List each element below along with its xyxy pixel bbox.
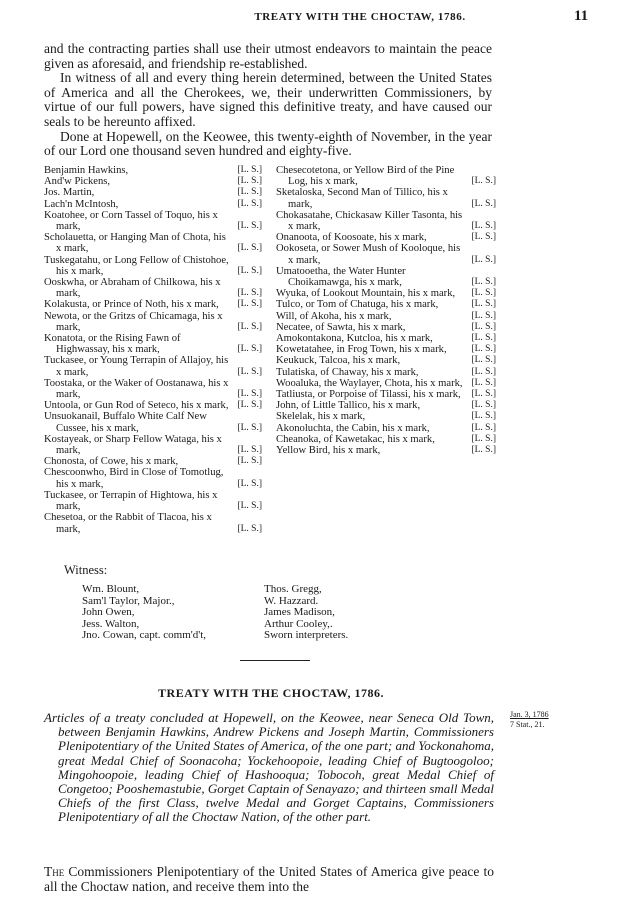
witness-label: Witness: bbox=[64, 563, 108, 577]
seal-mark: [L. S.] bbox=[471, 277, 496, 288]
signatory bbox=[44, 199, 262, 210]
signatory-name: Newota, or the Gritzs of Chicamaga, his x mark, bbox=[44, 310, 223, 333]
seal-mark: [L. S.] bbox=[471, 321, 496, 332]
seal-mark: [L. S.] bbox=[471, 366, 496, 377]
seal-mark: [L. S.] bbox=[237, 523, 262, 534]
signatory bbox=[276, 299, 496, 310]
seal-mark: [L. S.] bbox=[471, 433, 496, 444]
seal-mark: [L. S.] bbox=[237, 265, 262, 276]
seal-mark: [L. S.] bbox=[471, 400, 496, 411]
seal-mark: [L. S.] bbox=[471, 310, 496, 321]
signatory-name: Onanoota, of Koosoate, his x mark, bbox=[276, 232, 427, 244]
seal-mark: [L. S.] bbox=[471, 377, 496, 388]
signatory-name: Scholauetta, or Hanging Man of Chota, his x mark, bbox=[44, 232, 226, 255]
signatory-name: Chesetoa, or the Rabbit of Tlacoa, his x mark, bbox=[44, 512, 212, 535]
signatory bbox=[276, 378, 496, 389]
signatory-name: Kowetatahee, in Frog Town, his x mark, bbox=[276, 344, 447, 356]
signatory-name: Wooaluka, the Waylayer, Chota, his x mark, bbox=[276, 377, 463, 389]
signatory-name: Chonosta, of Cowe, his x mark, bbox=[44, 456, 179, 468]
signatory-name: Jos. Martin, bbox=[44, 187, 95, 199]
signatory bbox=[276, 165, 496, 187]
seal-mark: [L. S.] bbox=[471, 333, 496, 344]
signatory-name: Koatohee, or Corn Tassel of Toquo, his x mark, bbox=[44, 209, 218, 233]
signatory-name: Keukuck, Talcoa, his x mark, bbox=[276, 355, 401, 367]
signatory-name: Lach'n McIntosh, bbox=[44, 198, 119, 210]
seal-mark: [L. S.] bbox=[237, 478, 262, 489]
witness-name: Wm. Blount, bbox=[82, 583, 140, 595]
seal-mark: [L. S.] bbox=[237, 165, 262, 175]
witness-name: James Madison, bbox=[264, 606, 335, 619]
signatory bbox=[44, 355, 262, 377]
signatory-name: Yellow Bird, his x mark, bbox=[276, 445, 381, 457]
seal-mark: [L. S.] bbox=[471, 254, 496, 265]
signatory bbox=[276, 445, 496, 456]
witness-name: Jno. Cowan, capt. comm'd't, bbox=[82, 629, 207, 642]
witness-column-right bbox=[264, 584, 348, 642]
seal-mark: [L. S.] bbox=[237, 445, 262, 456]
signatory bbox=[276, 210, 496, 232]
signatory bbox=[44, 176, 262, 187]
witness-name: Jess. Walton, bbox=[82, 617, 140, 630]
signatory bbox=[276, 411, 496, 422]
seal-mark: [L. S.] bbox=[237, 366, 262, 377]
signatory bbox=[276, 389, 496, 400]
seal-mark: [L. S.] bbox=[471, 344, 496, 355]
signatory bbox=[44, 299, 262, 310]
seal-mark: [L. S.] bbox=[237, 344, 262, 355]
signatory bbox=[276, 232, 496, 243]
signatory bbox=[276, 367, 496, 378]
witness-name: W. Hazzard. bbox=[264, 594, 319, 607]
signatory-name: Chokasatahe, Chickasaw Killer Tasonta, his x mark, bbox=[276, 209, 463, 233]
signatory bbox=[44, 333, 262, 355]
seal-mark: [L. S.] bbox=[471, 232, 496, 243]
seal-mark: [L. S.] bbox=[237, 198, 262, 209]
signatory bbox=[44, 456, 262, 467]
signatory-name: Untoola, or Gun Rod of Seteco, his x mark, bbox=[44, 400, 229, 412]
seal-mark: [L. S.] bbox=[237, 221, 262, 232]
seal-mark: [L. S.] bbox=[471, 389, 496, 400]
signatory-name: Benjamin Hawkins, bbox=[44, 165, 129, 176]
margin-citation: 7 Stat., 21. bbox=[510, 720, 545, 729]
seal-mark: [L. S.] bbox=[237, 176, 262, 187]
signatory bbox=[44, 490, 262, 512]
signatory-name: Necatee, of Sawta, his x mark, bbox=[276, 321, 406, 333]
seal-mark: [L. S.] bbox=[471, 176, 496, 187]
seal-mark: [L. S.] bbox=[471, 221, 496, 232]
signatory bbox=[276, 423, 496, 434]
witness-name: John Owen, bbox=[82, 606, 135, 619]
seal-mark: [L. S.] bbox=[471, 299, 496, 310]
signatory bbox=[276, 400, 496, 411]
signatory bbox=[44, 255, 262, 277]
signatory-name: Tuckasee, or Young Terrapin of Allajoy, his x mark, bbox=[44, 355, 229, 378]
seal-mark: [L. S.] bbox=[471, 411, 496, 422]
intro-text bbox=[44, 42, 492, 159]
seal-mark: [L. S.] bbox=[471, 445, 496, 456]
seal-mark: [L. S.] bbox=[471, 422, 496, 433]
signatory bbox=[44, 210, 262, 232]
signatory bbox=[44, 378, 262, 400]
signatory bbox=[44, 400, 262, 411]
closing-first-word: The bbox=[44, 864, 65, 879]
witness-name: Sworn interpreters. bbox=[264, 629, 349, 642]
signatory-name: Chesecotetona, or Yellow Bird of the Pine Log, his x mark, bbox=[276, 165, 455, 188]
seal-mark: [L. S.] bbox=[471, 355, 496, 366]
signatory-name: Sketaloska, Second Man of Tillico, his x mark, bbox=[276, 187, 448, 210]
signatory-name: Tulatiska, of Chaway, his x mark, bbox=[276, 366, 419, 378]
seal-mark: [L. S.] bbox=[237, 288, 262, 299]
articles-preamble: Articles of a treaty concluded at Hopewell, on the Keowee, near Seneca Old Town, between Benjamin Hawkins, Andrew Pickens and Joseph Martin, Commissioners Plenipotentiary of the United States of America, of the one part; and Yockonahoma, great Medal Chief of Soonacoha; Yockehoopoie, leading Chief of Bugtoogoloo; Mingohoopoie, leading Chief of Hashooqua; Tobocoh, great Medal Chief of Congetoo; Pooshemastubie, Gorget Captain of Senayazo; and thirteen small Medal Chiefs of the first Class, twelve Medal and Gorget Captains, Commissioners Plenipotentiary of all the Choctaw Nation, of the other part. bbox=[44, 710, 494, 825]
witness-name: Thos. Gregg, bbox=[264, 583, 322, 595]
signatory bbox=[44, 467, 262, 489]
signatory-name: Ooskwha, or Abraham of Chilkowa, his x mark, bbox=[44, 277, 221, 300]
margin-note bbox=[510, 710, 600, 730]
seal-mark: [L. S.] bbox=[237, 321, 262, 332]
signatory-name: Cheanoka, of Kawetakac, his x mark, bbox=[276, 433, 435, 445]
witness-name: Arthur Cooley,. bbox=[264, 617, 333, 630]
signature-column-right bbox=[276, 165, 496, 456]
margin-date: Jan. 3, 1786 bbox=[510, 710, 549, 719]
seal-mark: [L. S.] bbox=[237, 243, 262, 254]
closing-paragraph bbox=[44, 864, 494, 894]
signatory-name: Kolakusta, or Prince of Noth, his x mark, bbox=[44, 299, 219, 311]
signatory bbox=[276, 288, 496, 299]
signatory-name: Tulco, or Tom of Chatuga, his x mark, bbox=[276, 299, 439, 311]
witness-name: Sam'l Taylor, Major., bbox=[82, 594, 175, 607]
page-number: 11 bbox=[574, 8, 589, 24]
signatory bbox=[276, 311, 496, 322]
intro-paragraph: Done at Hopewell, on the Keowee, this twenty-eighth of November, in the year of our Lord one thousand seven hundred and eighty-five. bbox=[44, 128, 492, 159]
signatory-name: Kostayeak, or Sharp Fellow Wataga, his x mark, bbox=[44, 433, 222, 457]
signatory-name: Konatota, or the Rising Fawn of Highwassay, his x mark, bbox=[44, 333, 181, 356]
section-heading: TREATY WITH THE CHOCTAW, 1786. bbox=[158, 686, 384, 700]
signatory-name: Amokontakona, Kutcloa, his x mark, bbox=[276, 333, 433, 345]
seal-mark: [L. S.] bbox=[237, 187, 262, 198]
signatory bbox=[276, 322, 496, 333]
intro-paragraph: and the contracting parties shall use their utmost endeavors to maintain the peace given as aforesaid, and friendship re-established. bbox=[44, 41, 492, 71]
signatory-name: Unsuokanail, Buffalo White Calf New Cussee, his x mark, bbox=[44, 411, 207, 434]
closing-text: Commissioners Plenipotentiary of the United States of America give peace to all the Choctaw nation, and receive them into the bbox=[44, 864, 495, 894]
signature-column-left bbox=[44, 165, 262, 535]
signatory bbox=[44, 512, 262, 534]
signatory-name: Umatooetha, the Water Hunter Choikamawga, his x mark, bbox=[276, 265, 406, 289]
signatory bbox=[44, 277, 262, 299]
signatory bbox=[44, 165, 262, 176]
running-head: TREATY WITH THE CHOCTAW, 1786. bbox=[254, 11, 466, 23]
signatory-name: Tatliusta, or Porpoise of Tilassi, his x mark, bbox=[276, 389, 461, 401]
signatory bbox=[44, 232, 262, 254]
signatory bbox=[276, 187, 496, 209]
signatory-name: Skelelak, his x mark, bbox=[276, 411, 366, 423]
signatory bbox=[276, 434, 496, 445]
seal-mark: [L. S.] bbox=[471, 288, 496, 299]
signatory bbox=[44, 411, 262, 433]
signatory bbox=[44, 311, 262, 333]
signatory-name: Chescoonwho, Bird in Close of Tomotlug, his x mark, bbox=[44, 467, 224, 490]
signatory-name: Tuskegatahu, or Long Fellow of Chistohoe, his x mark, bbox=[44, 254, 229, 277]
seal-mark: [L. S.] bbox=[237, 389, 262, 400]
seal-mark: [L. S.] bbox=[237, 422, 262, 433]
signatory bbox=[44, 187, 262, 198]
signatory bbox=[44, 434, 262, 456]
signatory-name: Ookoseta, or Sower Mush of Kooloque, his x mark, bbox=[276, 243, 461, 266]
seal-mark: [L. S.] bbox=[471, 198, 496, 209]
signatory-name: Will, of Akoha, his x mark, bbox=[276, 310, 392, 322]
signatory bbox=[276, 344, 496, 355]
witness-column-left bbox=[82, 584, 206, 642]
signatory-name: Toostaka, or the Waker of Oostanawa, his x mark, bbox=[44, 377, 229, 401]
signatory-name: Wyuka, of Lookout Mountain, his x mark, bbox=[276, 288, 456, 300]
seal-mark: [L. S.] bbox=[237, 400, 262, 411]
seal-mark: [L. S.] bbox=[237, 501, 262, 512]
section-divider bbox=[240, 660, 310, 661]
signatory-name: Akonoluchta, the Cabin, his x mark, bbox=[276, 422, 430, 434]
signatory-name: John, of Little Tallico, his x mark, bbox=[276, 400, 421, 412]
intro-paragraph: In witness of all and every thing herein determined, between the United States of America and all the Cherokees, we, their underwritten Commissioners, by virtue of our full powers, have signed this definitive treaty, and have caused our seals to be hereunto affixed. bbox=[44, 70, 492, 129]
signatory bbox=[276, 243, 496, 265]
signatory bbox=[276, 266, 496, 288]
signatory-name: Tuckasee, or Terrapin of Hightowa, his x mark, bbox=[44, 489, 218, 513]
seal-mark: [L. S.] bbox=[237, 456, 262, 467]
signatory bbox=[276, 355, 496, 366]
seal-mark: [L. S.] bbox=[237, 299, 262, 310]
signatory-name: And'w Pickens, bbox=[44, 176, 111, 188]
signatory bbox=[276, 333, 496, 344]
